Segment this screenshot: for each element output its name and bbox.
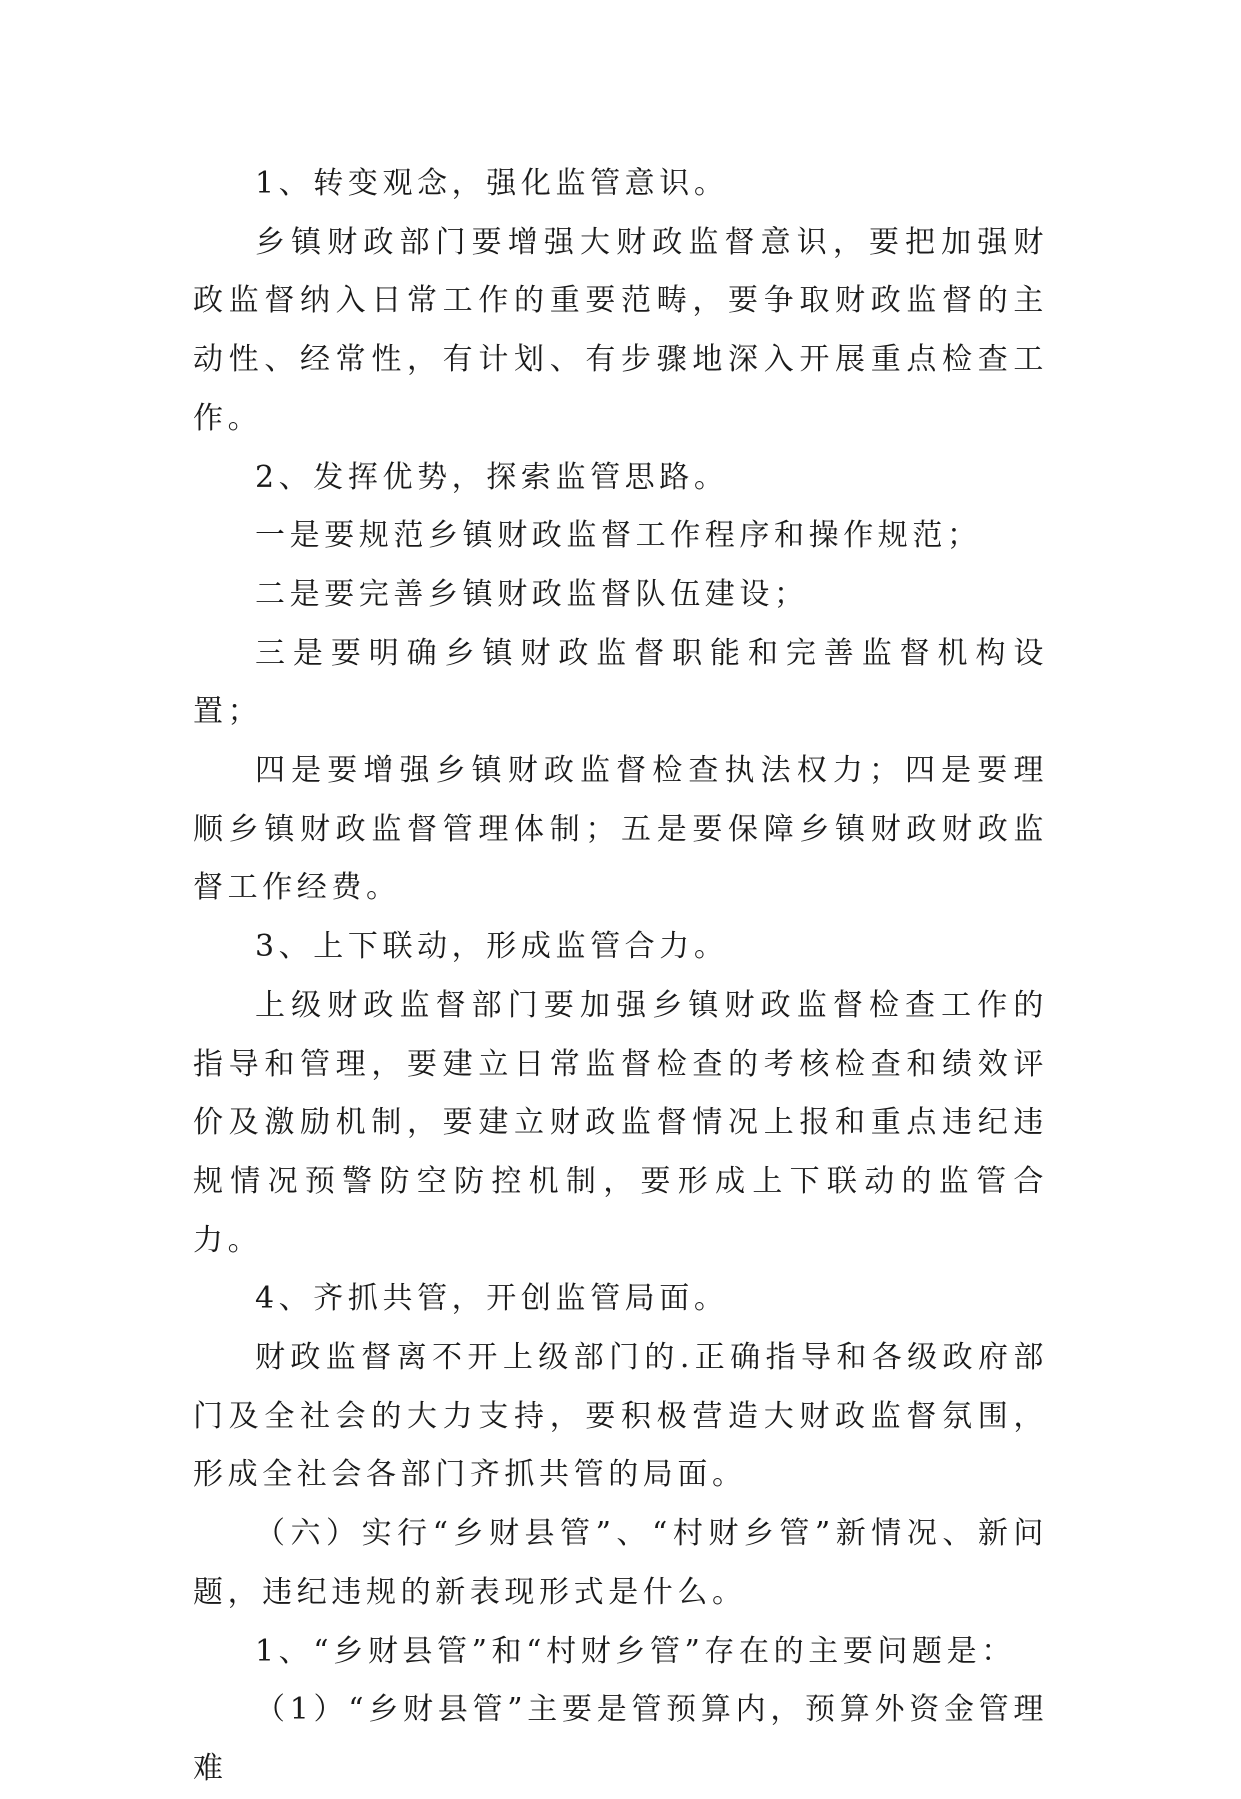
document-body [193,155,1048,1799]
paragraph-main-problems: 1、“乡财县管”和“村财乡管”存在的主要问题是： [255,1633,1016,1669]
paragraph-supervision-awareness: 乡镇财政部门要增强大财政监督意识，要把加强财政监督纳入日常工作的重要范畴，要争取财政监督的主动性、经常性，有计划、有步骤地深入开展重点检查工作。 [193,224,1048,436]
paragraph-section-six: （六）实行“乡财县管”、“村财乡管”新情况、新问题，违纪违规的新表现形式是什么。 [193,1516,1048,1610]
section-heading-3: 3、上下联动，形成监管合力。 [255,929,729,965]
paragraph-item-two: 二是要完善乡镇财政监督队伍建设； [255,576,809,612]
paragraph-item-three: 三是要明确乡镇财政监督职能和完善监督机构设置； [193,635,1048,730]
section-heading-4: 4、齐抓共管，开创监管局面。 [255,1281,729,1317]
section-heading-1: 1、转变观念，强化监管意识。 [255,166,729,201]
paragraph-problem-one: （1）“乡财县管”主要是管预算内，预算外资金管理难 [193,1692,1048,1786]
paragraph-item-one: 一是要规范乡镇财政监督工作程序和操作规范； [255,518,982,554]
paragraph-joint-management: 财政监督离不开上级部门的.正确指导和各级政府部门及全社会的大力支持，要积极营造大财政监督氛围，形成全社会各部门齐抓共管的局面。 [193,1340,1048,1493]
section-heading-2: 2、发挥优势，探索监管思路。 [255,459,729,495]
paragraph-item-four-five: 四是要增强乡镇财政监督检查执法权力；四是要理顺乡镇财政监督管理体制；五是要保障乡镇财政财政监督工作经费。 [193,753,1048,906]
paragraph-linkage: 上级财政监督部门要加强乡镇财政监督检查工作的指导和管理，要建立日常监督检查的考核检查和绩效评价及激励机制，要建立财政监督情况上报和重点违纪违规情况预警防空防控机制，要形成上下联动的监管合力。 [193,987,1048,1258]
